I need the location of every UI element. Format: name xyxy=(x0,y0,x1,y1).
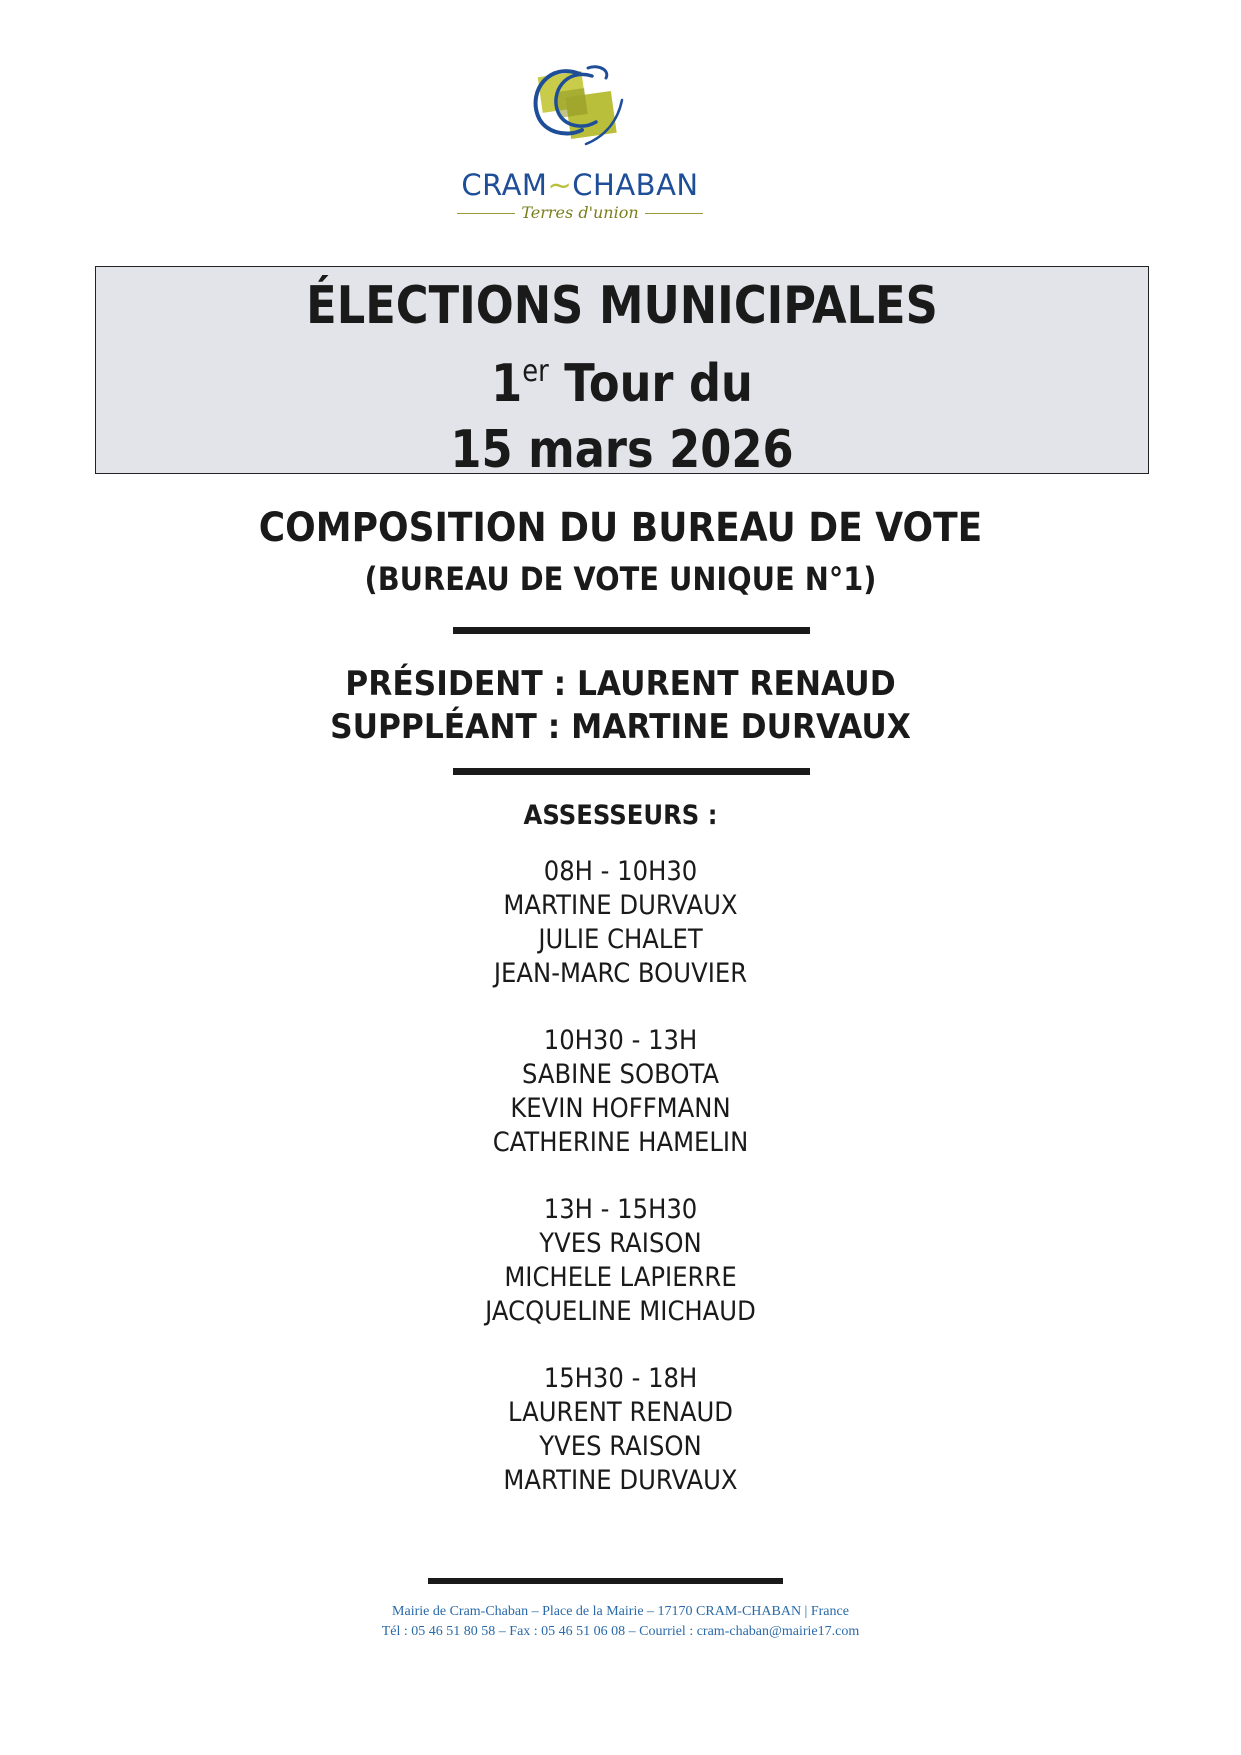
suppleant-line: SUPPLÉANT : MARTINE DURVAUX xyxy=(330,707,911,747)
assessor-name: JEAN-MARC BOUVIER xyxy=(493,958,748,989)
footer-address: Mairie de Cram-Chaban – Place de la Mairie – 17170 CRAM-CHABAN | France xyxy=(392,1604,849,1619)
title-line-1: ÉLECTIONS MUNICIPALES xyxy=(306,276,938,336)
election-title-box xyxy=(95,266,1149,480)
assessor-slot xyxy=(0,855,1241,991)
municipality-logo xyxy=(420,60,740,230)
slot-time: 10H30 - 13H xyxy=(543,1025,698,1056)
round-ordinal: er xyxy=(522,354,549,389)
slot-time: 13H - 15H30 xyxy=(543,1194,698,1225)
composition-subheading-block xyxy=(0,560,1241,598)
divider-rule xyxy=(453,768,810,775)
assessor-name: KEVIN HOFFMANN xyxy=(510,1093,731,1124)
assessor-name: SABINE SOBOTA xyxy=(521,1059,720,1090)
assessor-name: JULIE CHALET xyxy=(538,924,703,955)
footer xyxy=(0,1602,1241,1642)
logo-tagline: Terres d'union xyxy=(420,203,740,222)
president-line: PRÉSIDENT : LAURENT RENAUD xyxy=(345,664,896,704)
president-block xyxy=(0,664,1241,704)
assessor-name: LAURENT RENAUD xyxy=(507,1397,734,1428)
assessor-name: YVES RAISON xyxy=(539,1431,702,1462)
assessor-slot xyxy=(0,1193,1241,1329)
logo-emblem-icon xyxy=(510,60,650,170)
assessor-slot xyxy=(0,1362,1241,1498)
assessor-name: MARTINE DURVAUX xyxy=(503,1465,738,1496)
assessor-slot xyxy=(0,1024,1241,1160)
assessor-name: MARTINE DURVAUX xyxy=(503,890,738,921)
suppleant-block xyxy=(0,707,1241,747)
assessors-heading: ASSESSEURS : xyxy=(523,800,718,831)
logo-name-separator: ~ xyxy=(547,168,573,202)
composition-heading-block xyxy=(0,505,1241,551)
composition-subheading: (BUREAU DE VOTE UNIQUE N°1) xyxy=(364,560,877,598)
logo-name-part1: CRAM xyxy=(461,168,548,202)
round-number: 1 xyxy=(491,354,523,414)
logo-wordmark xyxy=(420,168,740,202)
slot-time: 08H - 10H30 xyxy=(543,856,698,887)
round-label: Tour du xyxy=(548,354,753,414)
divider-rule xyxy=(453,627,810,634)
assessor-name: YVES RAISON xyxy=(539,1228,702,1259)
footer-divider-rule xyxy=(428,1578,783,1584)
logo-name-part2: CHABAN xyxy=(572,168,699,202)
assessor-name: CATHERINE HAMELIN xyxy=(492,1127,749,1158)
footer-contact: Tél : 05 46 51 80 58 – Fax : 05 46 51 06 08 – Courriel : cram-chaban@mairie17.com xyxy=(381,1624,860,1639)
assessors-heading-block xyxy=(0,800,1241,831)
title-line-3: 15 mars 2026 xyxy=(450,420,794,480)
slot-time: 15H30 - 18H xyxy=(543,1363,698,1394)
composition-heading: COMPOSITION DU BUREAU DE VOTE xyxy=(258,505,983,551)
assessor-name: JACQUELINE MICHAUD xyxy=(485,1296,756,1327)
title-line-2 xyxy=(170,339,1075,417)
assessor-name: MICHELE LAPIERRE xyxy=(504,1262,737,1293)
